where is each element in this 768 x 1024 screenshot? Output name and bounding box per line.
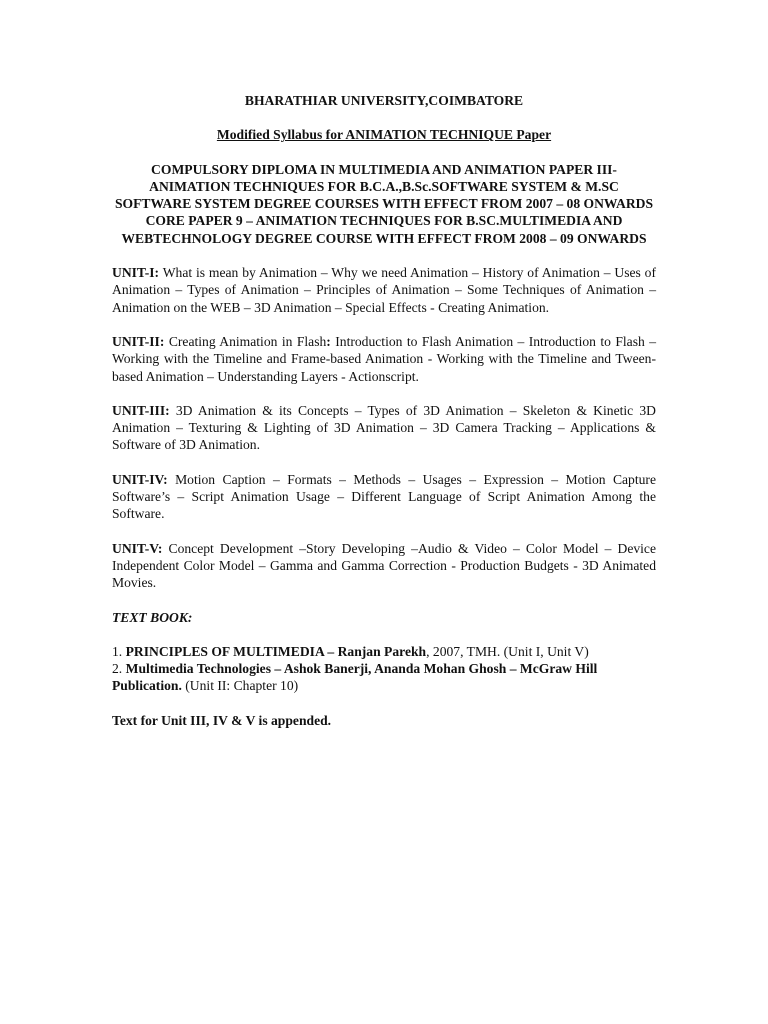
unit-1-text: What is mean by Animation – Why we need Animation – History of Animation – Uses of Animation – Types of Animation – Principles of Animation – Some Techniques of Animation – Animation on the WEB – 3D Animation – Special Effects - Creating Animation. — [112, 265, 656, 315]
text-book-item-2 — [112, 660, 656, 695]
unit-2-text-b: Introduction to Flash Animation – Introduction to Flash – Working with the Timeline and Frame-based Animation - Working with the Timeline and Tween-based Animation – Understanding Layers - Actionscript. — [112, 333, 657, 384]
unit-2 — [112, 333, 656, 385]
unit-3-text: 3D Animation & its Concepts – Types of 3D Animation – Skeleton & Kinetic 3D Animation – Texturing & Lighting of 3D Animation – 3D Camera Tracking – Applications & Software of 3D Animation. — [112, 402, 656, 453]
core-course-block: CORE PAPER 9 – ANIMATION TECHNIQUES FOR B.SC.MULTIMEDIA AND WEBTECHNOLOGY DEGREE COURSE WITH EFFECT FROM 2008 – 09 ONWARDS — [121, 213, 647, 246]
unit-3 — [112, 402, 656, 454]
unit-4-text: Motion Caption – Formats – Methods – Usages – Expression – Motion Capture Software’s – Script Animation Usage – Different Language of Script Animation Among the Software. — [112, 471, 656, 522]
text-book-title-author: PRINCIPLES OF MULTIMEDIA – Ranjan Parekh — [125, 643, 427, 659]
unit-4-label: UNIT-IV: — [112, 471, 168, 487]
unit-2-label: UNIT-II: — [112, 333, 165, 349]
text-book-title-author: Multimedia Technologies – Ashok Banerji, Ananda Mohan Ghosh – McGraw Hill Publication. — [112, 661, 598, 694]
document-page — [112, 88, 656, 729]
text-book-item-1 — [112, 643, 656, 660]
university-title: BHARATHIAR UNIVERSITY,COIMBATORE — [244, 93, 524, 108]
text-book-number: 2. — [112, 661, 123, 677]
unit-5 — [112, 540, 656, 592]
text-book-details: , 2007, TMH. (Unit I, Unit V) — [426, 643, 589, 659]
unit-5-label: UNIT-V: — [112, 540, 163, 556]
unit-5-text: Concept Development –Story Developing –Audio & Video – Color Model – Device Independent Color Model – Gamma and Gamma Correction - Production Budgets - 3D Animated Movies. — [112, 540, 656, 591]
unit-4 — [112, 471, 656, 523]
text-book-details: (Unit II: Chapter 10) — [185, 678, 299, 694]
syllabus-title: Modified Syllabus for ANIMATION TECHNIQUE Paper — [216, 127, 552, 143]
unit-1 — [112, 264, 656, 316]
compulsory-course-block: COMPULSORY DIPLOMA IN MULTIMEDIA AND ANIMATION PAPER III- ANIMATION TECHNIQUES FOR B.C.A.,B.Sc.SOFTWARE SYSTEM & M.SC SOFTWARE SYSTEM DEGREE COURSES WITH EFFECT FROM 2007 – 08 ONWARDS — [114, 161, 654, 212]
text-book-list — [112, 643, 656, 695]
text-book-heading: TEXT BOOK: — [112, 609, 193, 625]
text-book-number: 1. — [112, 643, 123, 659]
unit-2-colon: : — [326, 333, 331, 349]
unit-2-text-a: Creating Animation in Flash — [168, 333, 327, 349]
unit-3-label: UNIT-III: — [112, 402, 170, 418]
appendix-note: Text for Unit III, IV & V is appended. — [112, 712, 332, 728]
unit-1-label: UNIT-I: — [112, 265, 160, 281]
